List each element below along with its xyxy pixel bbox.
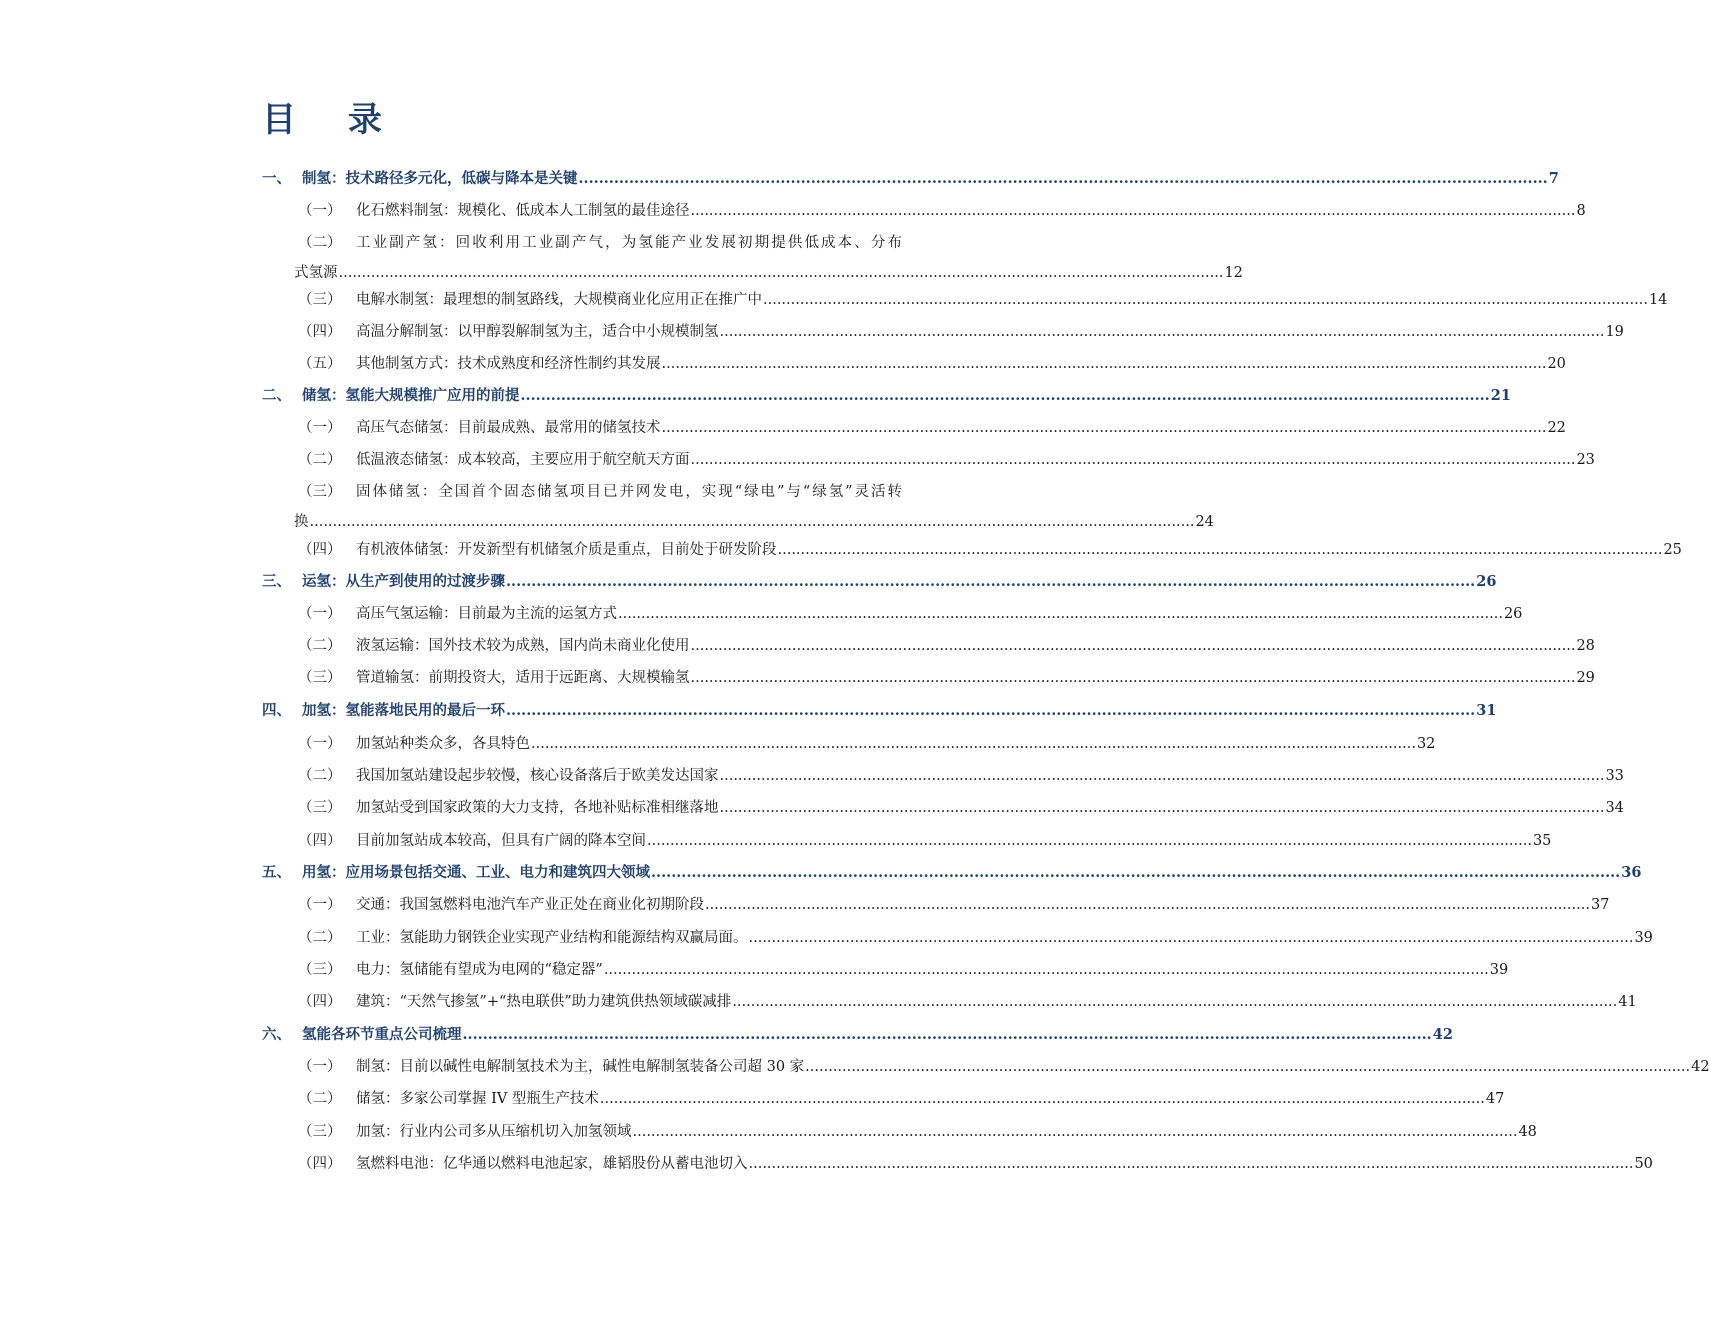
toc-number: 五、 [262, 864, 291, 881]
toc-entry-6-4[interactable] [262, 1154, 1653, 1174]
toc-entry-2-2[interactable] [262, 450, 1595, 470]
toc-leader [749, 1154, 1634, 1174]
toc-entry-6-2[interactable] [262, 1089, 1505, 1109]
toc-entry-5-2[interactable] [262, 928, 1653, 948]
toc-text: 储氢：多家公司掌握 IV 型瓶生产技术 [356, 1091, 599, 1107]
toc-number: （二） [298, 768, 342, 784]
toc-entry-2-4[interactable] [262, 540, 1682, 560]
toc-text: 氢能各环节重点公司梳理 [302, 1026, 462, 1043]
toc-page: 20 [1547, 356, 1566, 372]
toc-entry-2-3[interactable] [262, 482, 1214, 532]
toc-text: 制氢：目前以碱性电解制氢技术为主，碱性电解制氢装备公司超 30 家 [356, 1059, 805, 1075]
toc-leader [651, 863, 1620, 883]
toc-page: 23 [1576, 452, 1595, 468]
toc-text: 低温液态储氢：成本较高，主要应用于航空航天方面 [356, 452, 690, 468]
toc-text: 用氢：应用场景包括交通、工业、电力和建筑四大领域 [302, 864, 650, 881]
toc-entry-5-4[interactable] [262, 992, 1637, 1012]
toc-text: 管道输氢：前期投资大，适用于远距离、大规模输氢 [356, 670, 690, 686]
toc-leader [691, 636, 1576, 656]
toc-text: 加氢：行业内公司多从压缩机切入加氢领域 [356, 1124, 632, 1140]
toc-entry-6[interactable] [262, 1025, 1453, 1045]
toc-number: （二） [298, 235, 342, 251]
toc-text: 工业：氢能助力钢铁企业实现产业结构和能源结构双赢局面。 [356, 930, 748, 946]
toc-entry-1-1[interactable] [262, 201, 1586, 221]
toc-number: （四） [298, 833, 342, 849]
toc-number: （三） [298, 670, 342, 686]
toc-number: （五） [298, 356, 342, 372]
toc-page: 19 [1605, 324, 1624, 340]
toc-page: 32 [1416, 736, 1436, 752]
toc-entry-2[interactable] [262, 386, 1511, 406]
toc-page: 33 [1605, 768, 1624, 784]
toc-leader [749, 928, 1634, 948]
toc-leader [647, 831, 1532, 851]
toc-text: 目前加氢站成本较高，但具有广阔的降本空间 [356, 833, 646, 849]
toc-number: 二、 [262, 387, 291, 404]
toc-text: 化石燃料制氢：规模化、低成本人工制氢的最佳途径 [356, 203, 690, 219]
toc-text: 工业副产氢：回收利用工业副产气，为氢能产业发展初期提供低成本、分布 [356, 235, 902, 251]
toc-number: （三） [298, 484, 342, 500]
toc-leader [618, 604, 1503, 624]
toc-leader [732, 992, 1617, 1012]
toc-page: 29 [1576, 670, 1595, 686]
toc-entry-4-4[interactable] [262, 831, 1552, 851]
toc-number: （一） [298, 203, 342, 219]
toc-page: 26 [1476, 573, 1497, 590]
toc-leader [600, 1089, 1485, 1109]
toc-entry-5-1[interactable] [262, 895, 1610, 915]
toc-text-continued: 换 [294, 514, 309, 530]
toc-leader [662, 418, 1547, 438]
toc-page: 41 [1618, 994, 1637, 1010]
toc-leader [778, 540, 1663, 560]
toc-leader [633, 1122, 1518, 1142]
toc-text: 制氢：技术路径多元化，低碳与降本是关键 [302, 170, 578, 187]
toc-page: 12 [1224, 265, 1243, 281]
toc-leader [463, 1025, 1432, 1045]
toc-entry-4-3[interactable] [262, 798, 1624, 818]
toc-number: （二） [298, 1091, 342, 1107]
page-title: 目 录 [262, 100, 402, 140]
toc-page: 50 [1634, 1156, 1653, 1172]
toc-page: 39 [1489, 962, 1509, 978]
toc-leader [720, 322, 1605, 342]
toc-number: （二） [298, 638, 342, 654]
toc-leader [691, 668, 1576, 688]
toc-entry-4-1[interactable] [262, 734, 1436, 754]
toc-leader [662, 354, 1547, 374]
toc-leader [720, 798, 1605, 818]
toc-text: 电力：氢储能有望成为电网的“稳定器” [356, 962, 603, 978]
toc-entry-1-3[interactable] [262, 290, 1668, 310]
toc-text: 建筑：“天然气掺氢”+“热电联供”助力建筑供热领域碳减排 [356, 994, 732, 1010]
toc-page: 8 [1576, 203, 1586, 219]
toc-text: 运氢：从生产到使用的过渡步骤 [302, 573, 505, 590]
toc-number: 三、 [262, 573, 291, 590]
toc-leader [691, 450, 1576, 470]
toc-number: 四、 [262, 702, 291, 719]
toc-number: （一） [298, 736, 342, 752]
toc-text: 加氢站受到国家政策的大力支持，各地补贴标准相继落地 [356, 800, 719, 816]
toc-text: 储氢：氢能大规模推广应用的前提 [302, 387, 520, 404]
toc-page: 28 [1576, 638, 1595, 654]
toc-text: 电解水制氢：最理想的制氢路线，大规模商业化应用正在推广中 [356, 292, 762, 308]
toc-entry-1[interactable] [262, 169, 1559, 189]
toc-page: 22 [1547, 420, 1566, 436]
toc-page: 39 [1634, 930, 1653, 946]
toc-text: 我国加氢站建设起步较慢，核心设备落后于欧美发达国家 [356, 768, 719, 784]
toc-entry-5[interactable] [262, 863, 1642, 883]
toc-text: 加氢：氢能落地民用的最后一环 [302, 702, 505, 719]
toc-text: 液氢运输：国外技术较为成熟，国内尚未商业化使用 [356, 638, 690, 654]
toc-number: （三） [298, 800, 342, 816]
toc-leader [805, 1057, 1690, 1077]
toc-page: 37 [1590, 897, 1610, 913]
toc-entry-6-3[interactable] [262, 1122, 1537, 1142]
toc-page: 7 [1548, 170, 1559, 187]
toc-entry-3-2[interactable] [262, 636, 1595, 656]
toc-number: （四） [298, 994, 342, 1010]
toc-entry-3-3[interactable] [262, 668, 1595, 688]
toc-leader [531, 734, 1416, 754]
toc-text: 加氢站种类众多，各具特色 [356, 736, 530, 752]
toc-text: 高压气态储氢：目前最成熟、最常用的储氢技术 [356, 420, 661, 436]
toc-entry-3[interactable] [262, 572, 1497, 592]
toc-number: （二） [298, 452, 342, 468]
toc-entry-1-2[interactable] [262, 233, 1243, 283]
toc-page: 42 [1432, 1026, 1453, 1043]
toc-number: （三） [298, 962, 342, 978]
toc-entry-1-5[interactable] [262, 354, 1566, 374]
toc-number: （四） [298, 542, 342, 558]
toc-leader [339, 263, 1224, 283]
toc-number: （一） [298, 420, 342, 436]
toc-page: 26 [1503, 606, 1523, 622]
toc-number: （三） [298, 1124, 342, 1140]
toc-entry-4[interactable] [262, 701, 1497, 721]
toc-page: 47 [1485, 1091, 1505, 1107]
toc-text: 其他制氢方式：技术成熟度和经济性制约其发展 [356, 356, 661, 372]
toc-entry-6-1[interactable] [262, 1057, 1710, 1077]
toc-entry-1-4[interactable] [262, 322, 1624, 342]
toc-entry-4-2[interactable] [262, 766, 1624, 786]
toc-number: （一） [298, 1059, 342, 1075]
toc-leader [521, 386, 1490, 406]
toc-number: （四） [298, 1156, 342, 1172]
toc-page: 42 [1691, 1059, 1710, 1075]
toc-page: 34 [1605, 800, 1624, 816]
toc-page: 35 [1532, 833, 1552, 849]
toc-number: （四） [298, 324, 342, 340]
toc-leader [579, 169, 1548, 189]
toc-number: 一、 [262, 170, 291, 187]
toc-text: 高压气氢运输：目前最为主流的运氢方式 [356, 606, 617, 622]
toc-page: 48 [1518, 1124, 1537, 1140]
toc-text: 固体储氢：全国首个固态储氢项目已并网发电，实现“绿电”与“绿氢”灵活转 [356, 484, 902, 500]
toc-leader [720, 766, 1605, 786]
toc-number: （一） [298, 897, 342, 913]
toc-leader [705, 895, 1590, 915]
toc-leader [506, 572, 1475, 592]
toc-entry-2-1[interactable] [262, 418, 1566, 438]
toc-entry-5-3[interactable] [262, 960, 1509, 980]
toc-leader [506, 701, 1475, 721]
toc-leader [763, 290, 1648, 310]
toc-text: 有机液体储氢：开发新型有机储氢介质是重点，目前处于研发阶段 [356, 542, 777, 558]
toc-text: 交通：我国氢燃料电池汽车产业正处在商业化初期阶段 [356, 897, 704, 913]
toc-page: 24 [1195, 514, 1214, 530]
toc-leader [691, 201, 1576, 221]
toc-number: （一） [298, 606, 342, 622]
toc-entry-3-1[interactable] [262, 604, 1523, 624]
toc-page: 14 [1648, 292, 1668, 308]
toc-page: 21 [1490, 387, 1511, 404]
toc-text-continued: 式氢源 [294, 265, 338, 281]
toc-text: 氢燃料电池：亿华通以燃料电池起家，雄韬股份从蓄电池切入 [356, 1156, 748, 1172]
toc-number: （三） [298, 292, 342, 308]
toc-number: （二） [298, 930, 342, 946]
toc-leader [604, 960, 1489, 980]
toc-number: 六、 [262, 1026, 291, 1043]
toc-page: 36 [1621, 864, 1642, 881]
toc-leader [310, 512, 1195, 532]
toc-page: 25 [1663, 542, 1682, 558]
toc-text: 高温分解制氢：以甲醇裂解制氢为主，适合中小规模制氢 [356, 324, 719, 340]
toc-page: 31 [1476, 702, 1497, 719]
